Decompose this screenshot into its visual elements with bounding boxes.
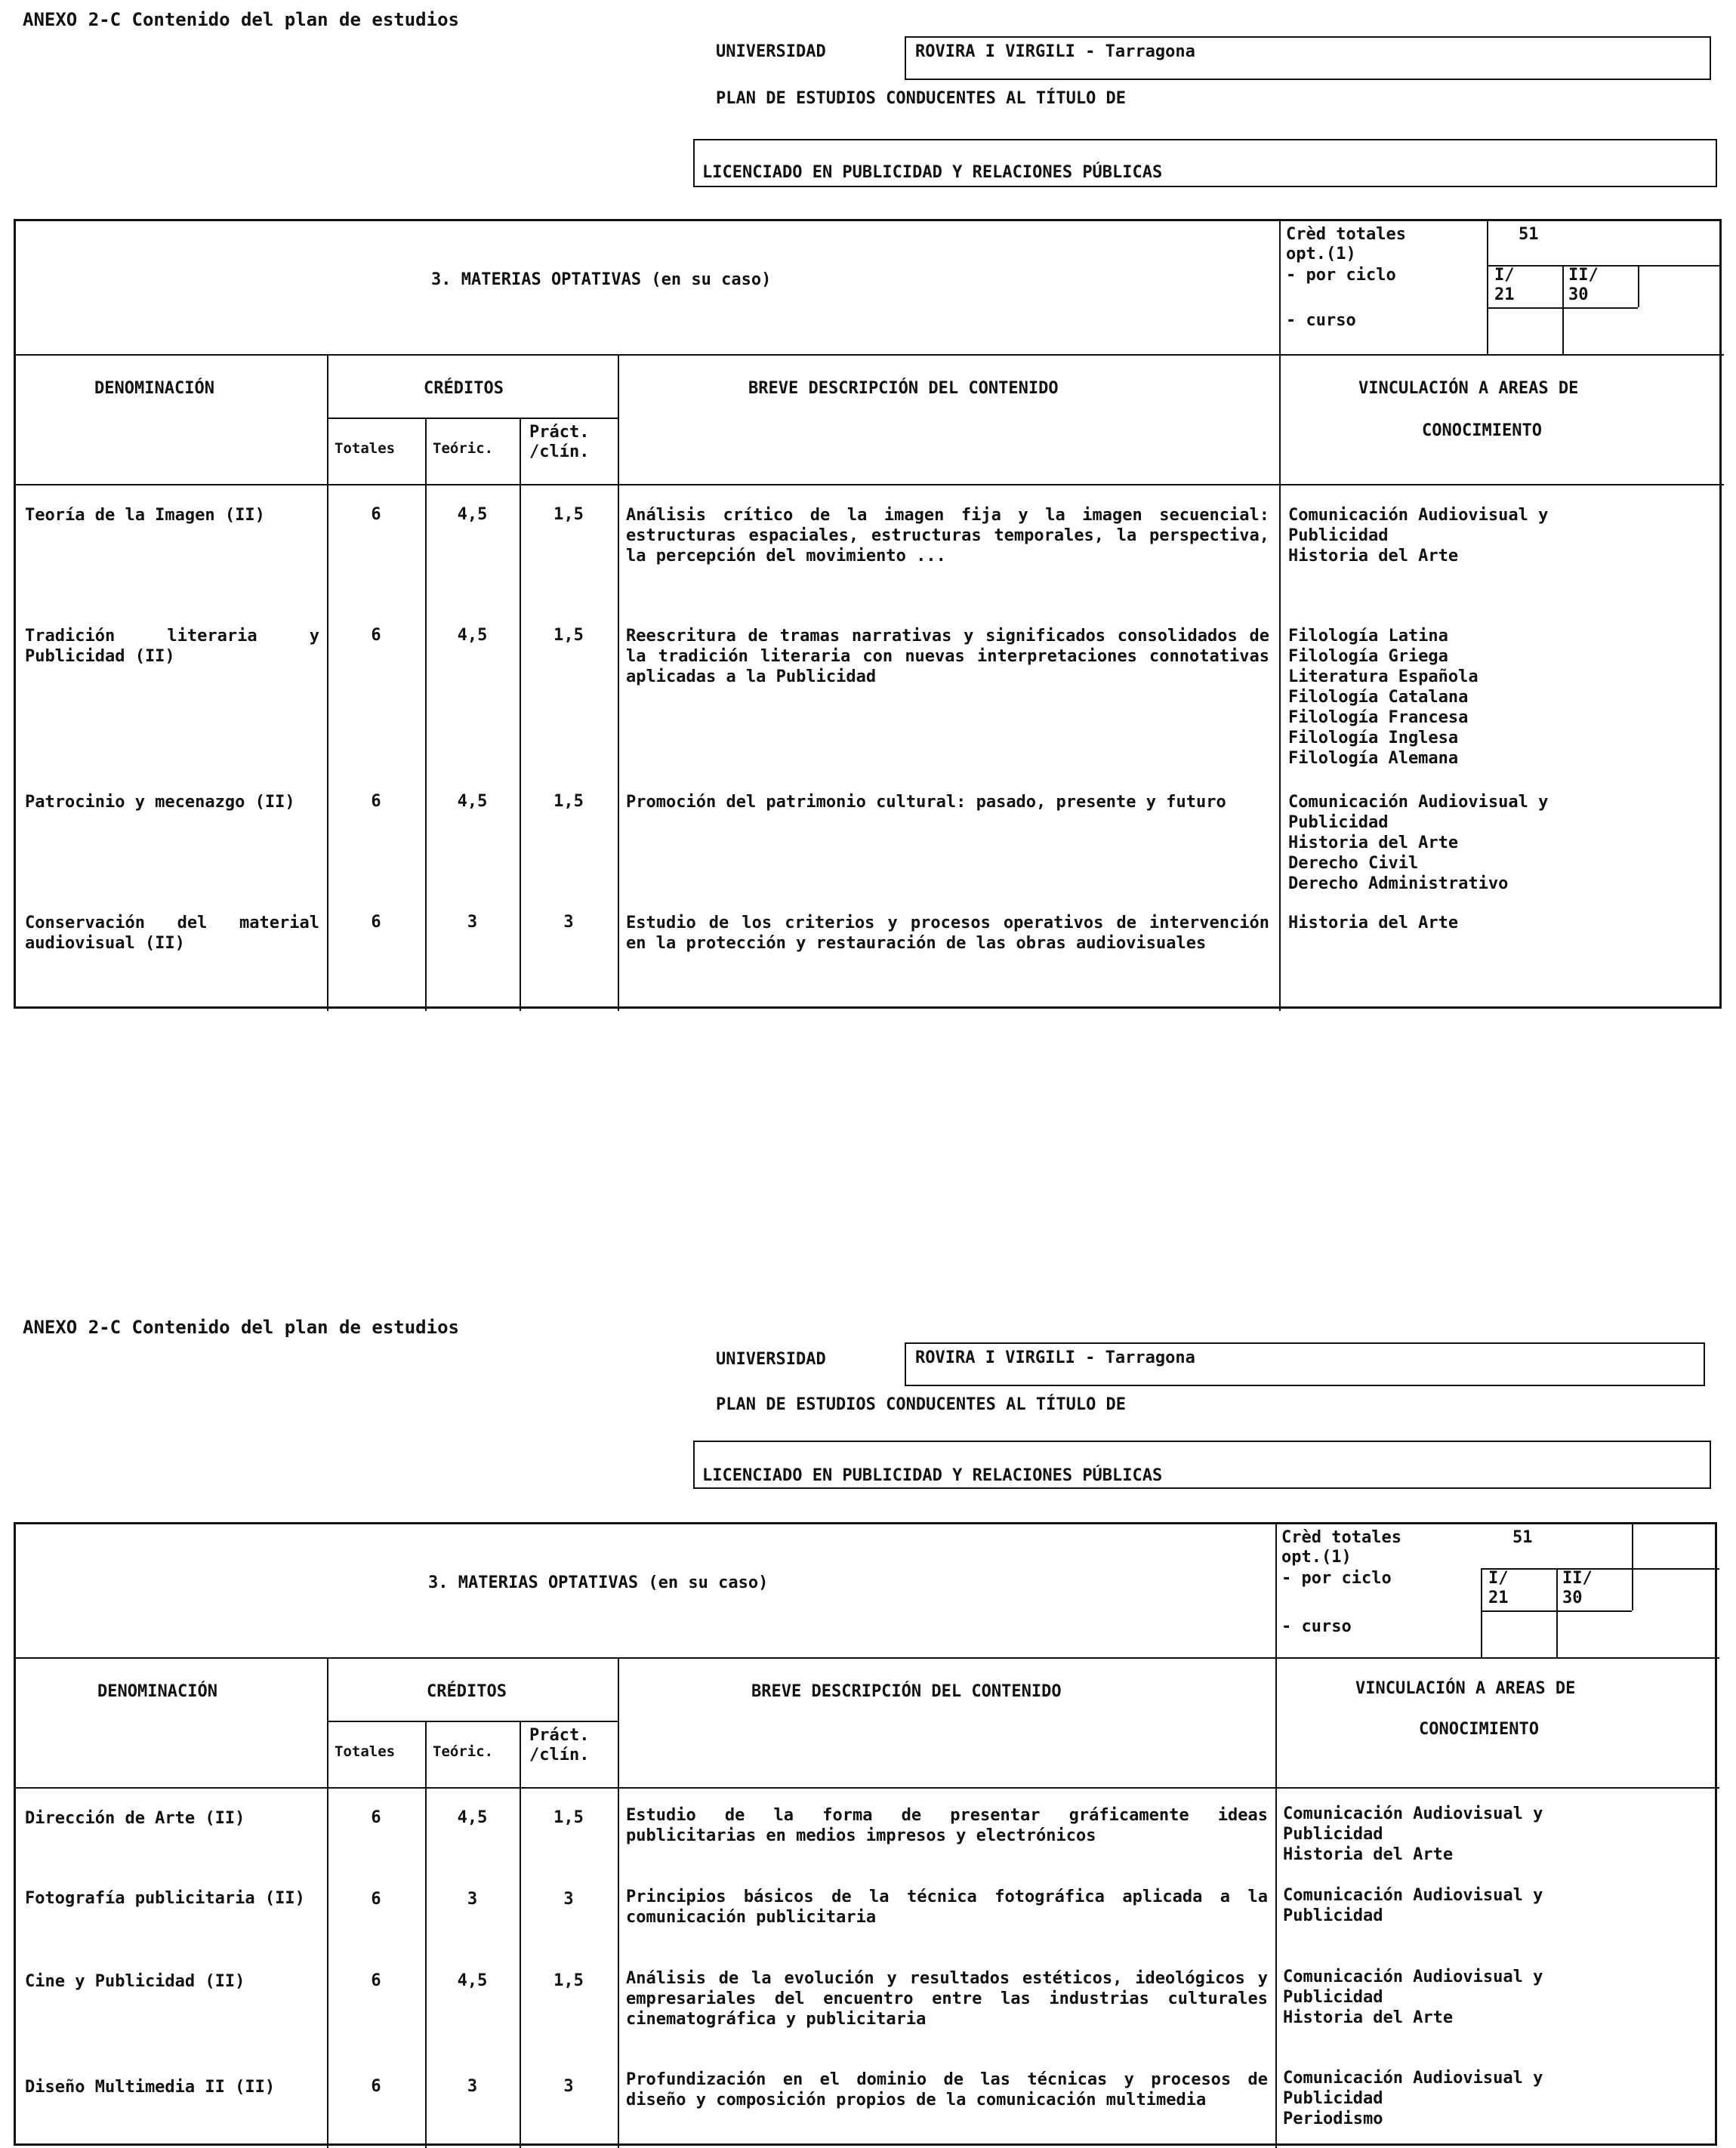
row-description: Reescritura de tramas narrativas y significados consolidados de la tradición literaria con nuevas interpretaciones connotativas aplicadas a la Publicidad	[626, 627, 1269, 686]
row-area: Historia del Arte	[1283, 2008, 1454, 2027]
row-area: Comunicación Audiovisual y	[1288, 793, 1549, 812]
row-totales: 6	[371, 505, 381, 524]
cycle2-value: 30	[1562, 1589, 1583, 1607]
row-name: Dirección de Arte (II)	[25, 1809, 245, 1828]
row-teoric: 3	[467, 1890, 478, 1909]
cycle2-value: 30	[1568, 285, 1589, 304]
row-totales: 6	[371, 792, 381, 811]
header-pract: Práct.	[529, 1726, 590, 1745]
row-area: Comunicación Audiovisual y	[1283, 1804, 1543, 1823]
cycle1-value: 21	[1494, 285, 1515, 304]
header-clin: /clín.	[529, 1746, 590, 1764]
cred-totales-label: Crèd totales	[1286, 225, 1406, 244]
row-area: Historia del Arte	[1283, 1845, 1454, 1864]
cycle2-label: II/	[1568, 266, 1599, 285]
cred-totales-value: 51	[1519, 225, 1539, 244]
university-value: ROVIRA I VIRGILI - Tarragona	[905, 1342, 1705, 1386]
section-title: 3. MATERIAS OPTATIVAS (en su caso)	[428, 1573, 769, 1592]
row-description: Análisis de la evolución y resultados estéticos, ideológicos y empresariales del encuentro entre las industrias culturales cinematográfica y publicitaria	[626, 1969, 1268, 2029]
cycle1-label: I/	[1494, 266, 1515, 285]
cycle1-value: 21	[1488, 1589, 1509, 1607]
annex-heading: ANEXO 2-C Contenido del plan de estudios	[23, 9, 459, 30]
por-ciclo-label: - por ciclo	[1286, 266, 1396, 285]
document-page-1	[0, 0, 1736, 1057]
degree-title: LICENCIADO EN PUBLICIDAD Y RELACIONES PÚBLICAS	[693, 139, 1717, 187]
row-totales: 6	[371, 626, 381, 645]
row-teoric: 3	[467, 2077, 478, 2096]
header-vinculacion: VINCULACIÓN A AREAS DE	[1358, 379, 1579, 398]
row-name: Fotografía publicitaria (II)	[25, 1889, 305, 1908]
row-area: Derecho Civil	[1288, 854, 1419, 873]
university-label: UNIVERSIDAD	[716, 42, 826, 61]
header-totales: Totales	[335, 440, 396, 457]
row-area: Historia del Arte	[1288, 834, 1459, 852]
header-clin: /clín.	[529, 442, 590, 461]
header-teoric: Teóric.	[433, 440, 494, 457]
row-teoric: 4,5	[457, 626, 488, 645]
plan-label: PLAN DE ESTUDIOS CONDUCENTES AL TÍTULO DE	[716, 89, 1127, 108]
row-totales: 6	[371, 913, 381, 932]
opt-label: opt.(1)	[1281, 1548, 1352, 1567]
row-area: Periodismo	[1283, 2109, 1383, 2128]
plan-label: PLAN DE ESTUDIOS CONDUCENTES AL TÍTULO DE	[716, 1395, 1127, 1414]
row-description: Estudio de la forma de presentar gráficamente ideas publicitarias en medios impresos y electrónicos	[626, 1806, 1268, 1845]
row-area: Publicidad	[1283, 2089, 1383, 2108]
header-creditos: CRÉDITOS	[427, 1682, 507, 1701]
row-area: Publicidad	[1283, 1988, 1383, 2007]
row-description: Principios básicos de la técnica fotográfica aplicada a la comunicación publicitaria	[626, 1888, 1268, 1927]
row-pract: 3	[563, 2077, 574, 2096]
row-area: Filología Latina	[1288, 627, 1448, 646]
cred-totales-label: Crèd totales	[1281, 1528, 1401, 1547]
curso-label: - curso	[1286, 311, 1356, 330]
header-descripcion: BREVE DESCRIPCIÓN DEL CONTENIDO	[751, 1682, 1062, 1701]
row-area: Publicidad	[1283, 1906, 1383, 1925]
row-area: Historia del Arte	[1288, 914, 1459, 932]
row-totales: 6	[371, 1971, 381, 1990]
row-pract: 3	[563, 913, 574, 932]
row-area: Filología Inglesa	[1288, 729, 1459, 747]
header-conocimiento: CONOCIMIENTO	[1422, 421, 1542, 440]
row-area: Comunicación Audiovisual y	[1288, 506, 1549, 525]
row-description: Estudio de los criterios y procesos operativos de intervención en la protección y restauración de las obras audiovisuales	[626, 914, 1269, 953]
university-label: UNIVERSIDAD	[716, 1350, 826, 1369]
row-teoric: 3	[467, 913, 478, 932]
row-area: Filología Alemana	[1288, 749, 1459, 768]
cred-totales-value: 51	[1512, 1528, 1533, 1547]
header-totales: Totales	[335, 1743, 396, 1760]
document-page-2	[0, 1299, 1736, 2148]
row-pract: 1,5	[553, 1971, 584, 1990]
curso-label: - curso	[1281, 1617, 1352, 1636]
row-area: Historia del Arte	[1288, 547, 1459, 566]
row-area: Filología Griega	[1288, 647, 1448, 666]
header-denominacion: DENOMINACIÓN	[94, 379, 214, 398]
header-pract: Práct.	[529, 423, 590, 442]
header-teoric: Teóric.	[433, 1743, 494, 1760]
header-descripcion: BREVE DESCRIPCIÓN DEL CONTENIDO	[748, 379, 1059, 398]
row-pract: 1,5	[553, 505, 584, 524]
row-description: Profundización en el dominio de las técnicas y procesos de diseño y composición propios de la comunicación multimedia	[626, 2070, 1268, 2109]
row-pract: 1,5	[553, 626, 584, 645]
row-area: Literatura Española	[1288, 667, 1479, 686]
row-name: Tradición literaria y Publicidad (II)	[25, 627, 319, 666]
header-denominacion: DENOMINACIÓN	[97, 1682, 217, 1701]
row-area: Comunicación Audiovisual y	[1283, 1968, 1543, 1986]
header-creditos: CRÉDITOS	[424, 379, 504, 398]
header-conocimiento: CONOCIMIENTO	[1419, 1720, 1539, 1739]
row-name: Cine y Publicidad (II)	[25, 1972, 245, 1991]
row-pract: 1,5	[553, 792, 584, 811]
row-teoric: 4,5	[457, 1808, 488, 1827]
cycle2-label: II/	[1562, 1569, 1593, 1588]
row-area: Comunicación Audiovisual y	[1283, 2069, 1543, 2088]
row-totales: 6	[371, 1890, 381, 1909]
row-area: Filología Catalana	[1288, 688, 1469, 707]
annex-heading: ANEXO 2-C Contenido del plan de estudios	[23, 1317, 459, 1338]
row-name: Patrocinio y mecenazgo (II)	[25, 793, 295, 812]
row-teoric: 4,5	[457, 505, 488, 524]
row-area: Derecho Administrativo	[1288, 874, 1509, 893]
row-area: Publicidad	[1288, 526, 1389, 545]
optional-subjects-table	[14, 1522, 1717, 2146]
row-name: Diseño Multimedia II (II)	[25, 2078, 276, 2097]
row-teoric: 4,5	[457, 792, 488, 811]
section-title: 3. MATERIAS OPTATIVAS (en su caso)	[431, 270, 772, 289]
university-value: ROVIRA I VIRGILI - Tarragona	[905, 36, 1711, 80]
row-pract: 3	[563, 1890, 574, 1909]
optional-subjects-table	[14, 219, 1722, 1009]
row-name: Conservación del material audiovisual (II)	[25, 914, 319, 953]
row-description: Promoción del patrimonio cultural: pasado, presente y futuro	[626, 793, 1226, 812]
row-area: Publicidad	[1283, 1825, 1383, 1844]
header-vinculacion: VINCULACIÓN A AREAS DE	[1355, 1679, 1576, 1698]
por-ciclo-label: - por ciclo	[1281, 1569, 1392, 1588]
row-name: Teoría de la Imagen (II)	[25, 506, 265, 525]
cycle1-label: I/	[1488, 1569, 1509, 1588]
row-area: Filología Francesa	[1288, 708, 1469, 727]
row-teoric: 4,5	[457, 1971, 488, 1990]
opt-label: opt.(1)	[1286, 245, 1356, 263]
degree-title: LICENCIADO EN PUBLICIDAD Y RELACIONES PÚBLICAS	[693, 1441, 1711, 1489]
row-description: Análisis crítico de la imagen fija y la imagen secuencial: estructuras espaciales, estructuras temporales, la perspectiva, la percepción del movimiento ...	[626, 506, 1269, 566]
row-area: Publicidad	[1288, 813, 1389, 832]
row-totales: 6	[371, 2077, 381, 2096]
row-totales: 6	[371, 1808, 381, 1827]
row-area: Comunicación Audiovisual y	[1283, 1886, 1543, 1905]
row-pract: 1,5	[553, 1808, 584, 1827]
